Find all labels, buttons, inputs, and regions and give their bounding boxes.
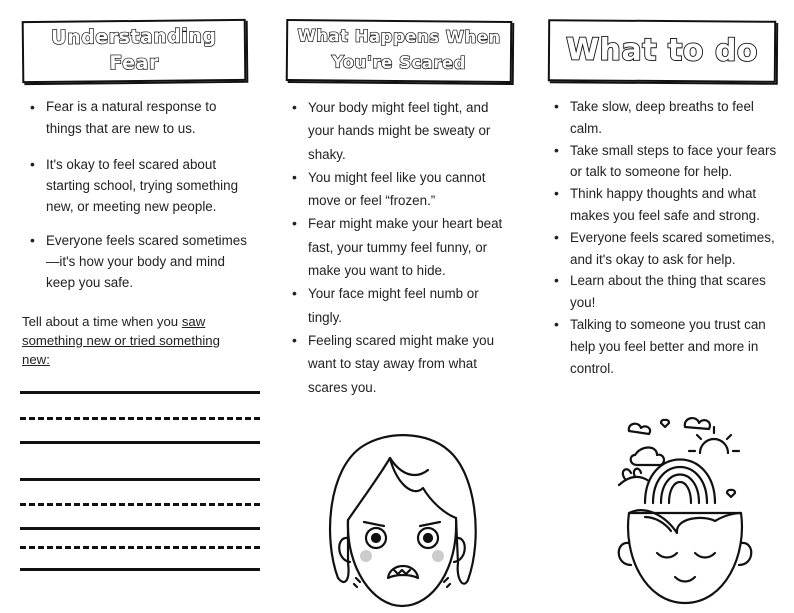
writing-prompt — [22, 312, 247, 369]
title-banner-understanding-fear — [22, 19, 247, 83]
writing-line — [20, 568, 260, 571]
understanding-fear-list — [22, 96, 252, 293]
list-item: • Feeling scared might make you want to stay away from what scares you. — [284, 329, 516, 399]
writing-guide-dashed — [20, 546, 260, 549]
list-item: • Everyone feels scared sometimes—it's how your body and mind keep you safe. — [22, 230, 252, 293]
writing-line — [20, 391, 260, 394]
list-item: • It's okay to feel scared about starting school, trying something new, or meeting new people. — [22, 154, 252, 230]
title-banner-what-to-do — [548, 19, 776, 83]
writing-line — [20, 527, 260, 530]
writing-line — [20, 478, 260, 481]
what-happens-list — [284, 96, 516, 399]
prompt-underlined-text: saw something new or tried something new: — [22, 314, 220, 367]
list-item: • Talking to someone you trust can help you feel better and more in control. — [546, 314, 778, 379]
title-line-1: Understanding — [51, 25, 217, 49]
calm-head-rainbow-icon — [605, 405, 765, 610]
prompt-text: Tell about a time when you — [22, 314, 182, 329]
list-item: • Everyone feels scared sometimes, and it's okay to ask for help. — [546, 227, 778, 271]
list-item: • Take slow, deep breaths to feel calm. — [546, 96, 778, 140]
title-line-2: You're Scared — [331, 52, 467, 73]
writing-guide-dashed — [20, 503, 260, 506]
list-item: • Your body might feel tight, and your hands might be sweaty or shaky. — [284, 96, 516, 166]
writing-line — [20, 441, 260, 444]
title-text: What to do — [565, 32, 759, 69]
list-item: • Fear might make your heart beat fast, your tummy feel funny, or make you want to hide. — [284, 212, 516, 282]
list-item: • Take small steps to face your fears or talk to someone for help. — [546, 140, 778, 184]
list-item: • Your face might feel numb or tingly. — [284, 282, 516, 329]
scared-face-icon — [318, 428, 486, 610]
what-to-do-list — [546, 96, 778, 379]
list-item: • You might feel like you cannot move or feel “frozen.” — [284, 166, 516, 213]
writing-guide-dashed — [20, 417, 260, 420]
list-item: • Fear is a natural response to things that are new to us. — [22, 96, 252, 154]
list-item: • Think happy thoughts and what makes you feel safe and strong. — [546, 183, 778, 227]
list-item: • Learn about the thing that scares you! — [546, 270, 778, 314]
title-banner-what-happens — [286, 19, 513, 83]
title-line-1: What Happens When — [297, 26, 501, 47]
title-line-2: Fear — [109, 51, 159, 75]
